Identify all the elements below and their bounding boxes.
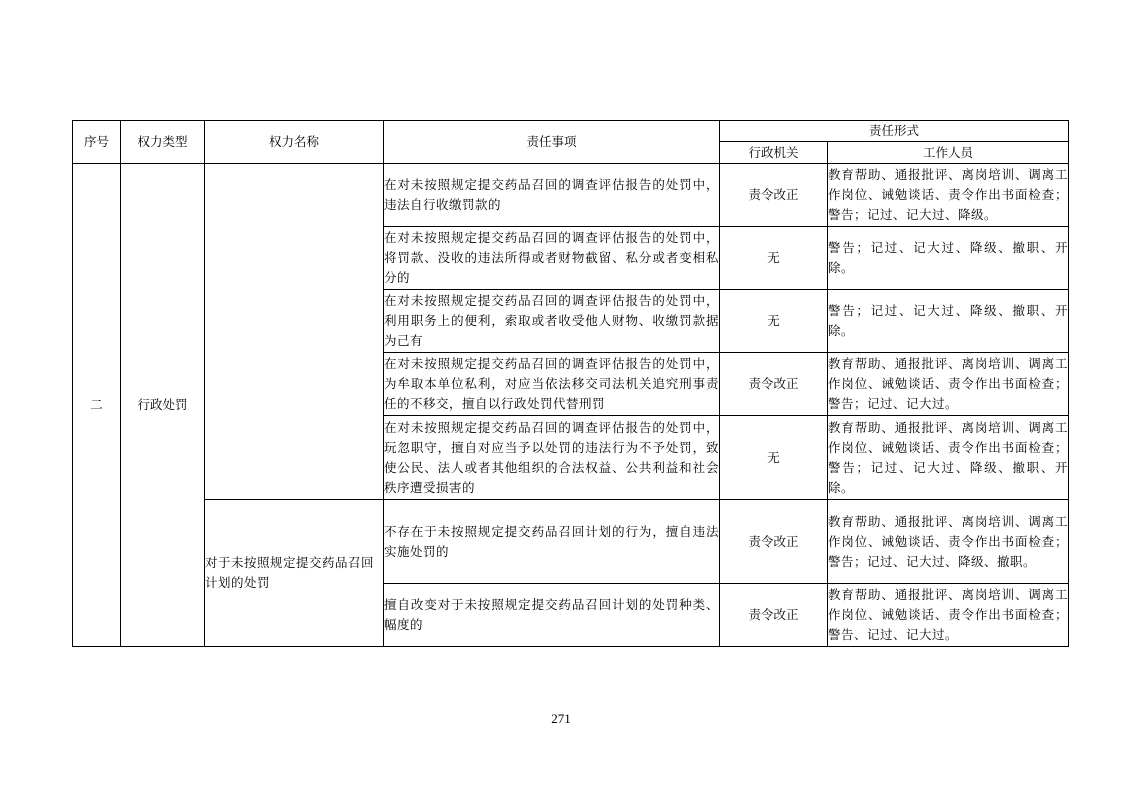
group-seq: 二 [73,164,121,647]
header-power-name: 权力名称 [205,121,384,164]
staff-cell: 教育帮助、通报批评、离岗培训、调离工作岗位、诫勉谈话、责令作出书面检查；警告；记过、记大过、降级。 [828,164,1069,227]
duty-cell: 在对未按照规定提交药品召回的调查评估报告的处罚中，将罚款、没收的违法所得或者财物截留、私分或者变相私分的 [384,227,720,290]
duty-cell: 在对未按照规定提交药品召回的调查评估报告的处罚中，违法自行收缴罚款的 [384,164,720,227]
org-cell: 责令改正 [720,500,828,584]
org-cell: 责令改正 [720,164,828,227]
duty-cell: 在对未按照规定提交药品召回的调查评估报告的处罚中，玩忽职守，擅自对应当予以处罚的违法行为不予处罚，致使公民、法人或者其他组织的合法权益、公共利益和社会秩序遭受损害的 [384,416,720,500]
group-power-name-2: 对于未按照规定提交药品召回计划的处罚 [205,500,384,647]
org-cell: 无 [720,416,828,500]
duty-cell: 擅自改变对于未按照规定提交药品召回计划的处罚种类、幅度的 [384,584,720,647]
header-duty: 责任事项 [384,121,720,164]
org-cell: 无 [720,290,828,353]
staff-cell: 教育帮助、通报批评、离岗培训、调离工作岗位、诫勉谈话、责令作出书面检查；警告；记过、记大过、降级、撤职。 [828,500,1069,584]
duty-table [72,120,1069,647]
header-seq: 序号 [73,121,121,164]
header-resp-form: 责任形式 [720,121,1069,142]
page-number: 271 [551,711,571,726]
staff-cell: 警告；记过、记大过、降级、撤职、开除。 [828,227,1069,290]
header-admin-org: 行政机关 [720,142,828,164]
table-row [73,164,1069,227]
duty-cell: 不存在于未按照规定提交药品召回计划的行为，擅自违法实施处罚的 [384,500,720,584]
staff-cell: 教育帮助、通报批评、离岗培训、调离工作岗位、诫勉谈话、责令作出书面检查；警告；记过、记大过。 [828,353,1069,416]
org-cell: 责令改正 [720,584,828,647]
duty-cell: 在对未按照规定提交药品召回的调查评估报告的处罚中，为牟取本单位私利，对应当依法移交司法机关追究刑事责任的不移交，擅自以行政处罚代替刑罚 [384,353,720,416]
org-cell: 责令改正 [720,353,828,416]
staff-cell: 教育帮助、通报批评、离岗培训、调离工作岗位、诫勉谈话、责令作出书面检查；警告、记过、记大过。 [828,584,1069,647]
duty-cell: 在对未按照规定提交药品召回的调查评估报告的处罚中，利用职务上的便利，索取或者收受他人财物、收缴罚款据为己有 [384,290,720,353]
group-power-type: 行政处罚 [121,164,205,647]
staff-cell: 警告；记过、记大过、降级、撤职、开除。 [828,290,1069,353]
header-staff: 工作人员 [828,142,1069,164]
header-power-type: 权力类型 [121,121,205,164]
staff-cell: 教育帮助、通报批评、离岗培训、调离工作岗位、诫勉谈话、责令作出书面检查；警告；记过、记大过、降级、撤职、开除。 [828,416,1069,500]
table-row [73,500,1069,584]
org-cell: 无 [720,227,828,290]
group-power-name-1 [205,164,384,500]
